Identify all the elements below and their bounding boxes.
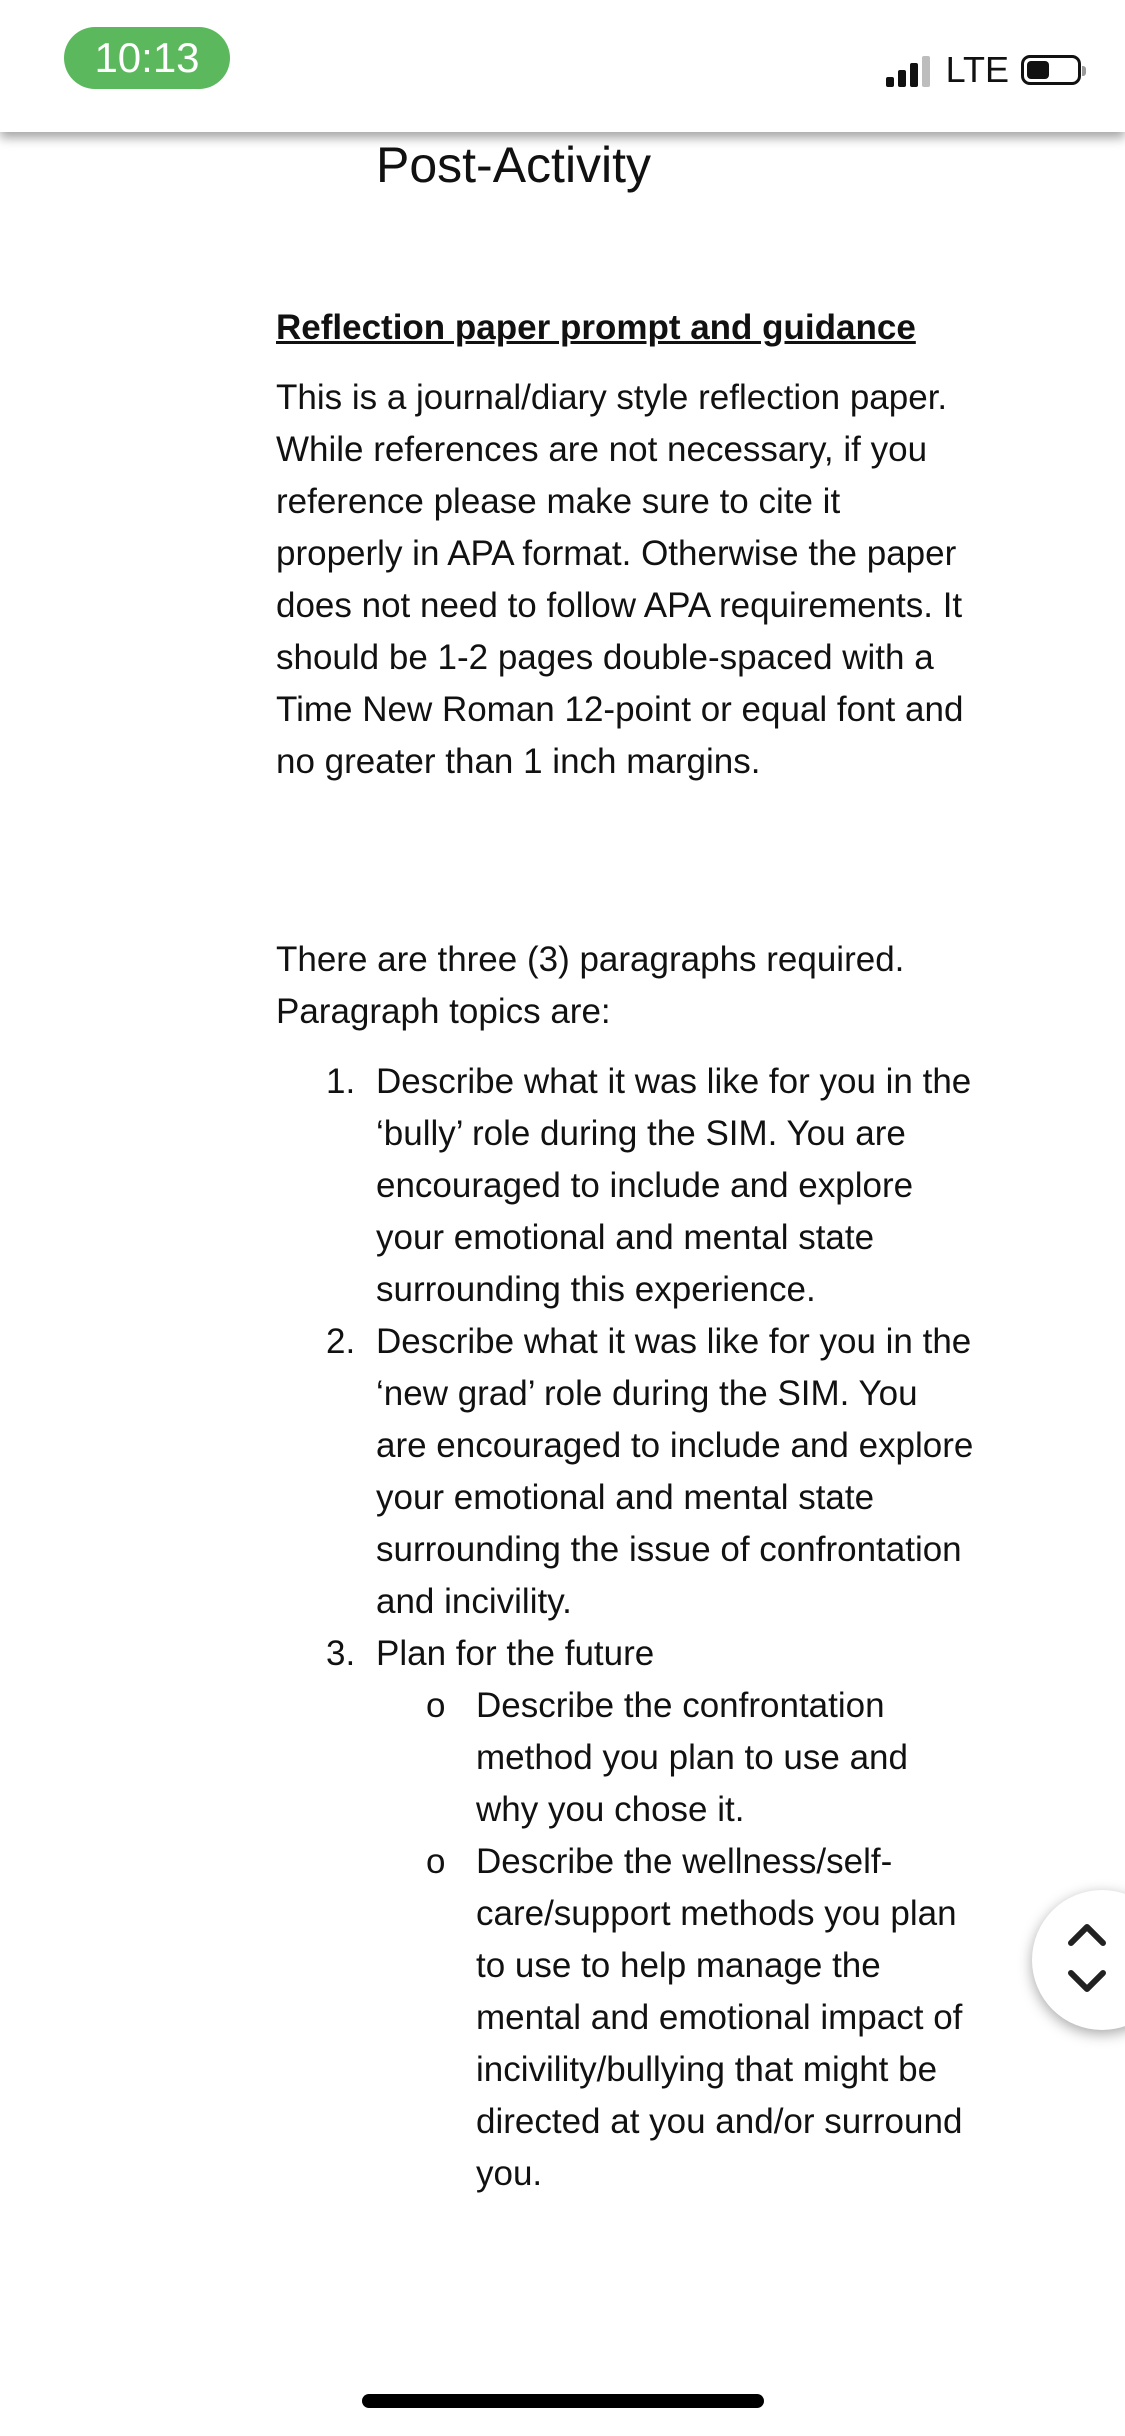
signal-bar xyxy=(910,63,918,87)
chevron-up-icon xyxy=(1067,1921,1107,1947)
topic-item-1 xyxy=(276,1056,976,1316)
topic-number: 1. xyxy=(326,1062,356,1101)
next-page-button[interactable] xyxy=(1062,1960,1112,2004)
status-time[interactable]: 10:13 xyxy=(64,27,230,89)
bullet-marker: o xyxy=(426,1686,446,1725)
sub-item-text: Describe the confrontation method you plan to use and why you chose it. xyxy=(476,1686,908,1829)
topic-list xyxy=(276,1056,976,2200)
topic-text: Describe what it was like for you in the ‘new grad’ role during the SIM. You are encouraged to include and explore your emotional and mental state surrounding the issue of confrontation and incivility. xyxy=(376,1322,974,1621)
battery-icon xyxy=(1021,55,1081,85)
sub-item-confrontation-method xyxy=(376,1680,976,1836)
sub-item-wellness-methods xyxy=(376,1836,976,2200)
future-plan-sublist xyxy=(376,1680,976,2200)
status-indicators xyxy=(886,50,1081,90)
section-heading: Reflection paper prompt and guidance xyxy=(276,308,916,347)
bullet-marker: o xyxy=(426,1842,446,1881)
topic-item-2 xyxy=(276,1316,976,1628)
network-type: LTE xyxy=(945,49,1009,90)
signal-bar xyxy=(898,70,906,87)
topic-item-3 xyxy=(276,1628,976,2200)
home-indicator[interactable] xyxy=(362,2394,764,2408)
paragraph-count-intro: There are three (3) paragraphs required. Paragraph topics are: xyxy=(276,940,905,1031)
topic-text: Plan for the future xyxy=(376,1634,655,1673)
battery-tip xyxy=(1082,66,1086,76)
signal-bar xyxy=(886,77,894,87)
topic-text: Describe what it was like for you in the ‘bully’ role during the SIM. You are encouraged to include and explore your emotional and mental state surrounding this experience. xyxy=(376,1062,972,1309)
signal-bar xyxy=(922,56,930,87)
signal-strength-icon xyxy=(886,53,934,87)
document-title: Post-Activity xyxy=(376,137,652,193)
topic-number: 3. xyxy=(326,1634,356,1673)
chevron-down-icon xyxy=(1067,1969,1107,1995)
sub-item-text: Describe the wellness/self-care/support methods you plan to use to help manage the mental and emotional impact of incivility/bullying that might be directed at you and/or surround you. xyxy=(476,1842,963,2193)
topic-number: 2. xyxy=(326,1322,356,1361)
status-bar xyxy=(0,0,1125,132)
guidance-paragraph: This is a journal/diary style reflection paper. While references are not necessary, if you reference please make sure to cite it properly in APA format. Otherwise the paper does not need to follow APA requirements. It should be 1-2 pages double-spaced with a Time New Roman 12-point or equal font and no greater than 1 inch margins. xyxy=(276,378,964,781)
page-navigation-control xyxy=(1032,1890,1125,2030)
previous-page-button[interactable] xyxy=(1062,1912,1112,1956)
battery-level xyxy=(1027,61,1049,79)
